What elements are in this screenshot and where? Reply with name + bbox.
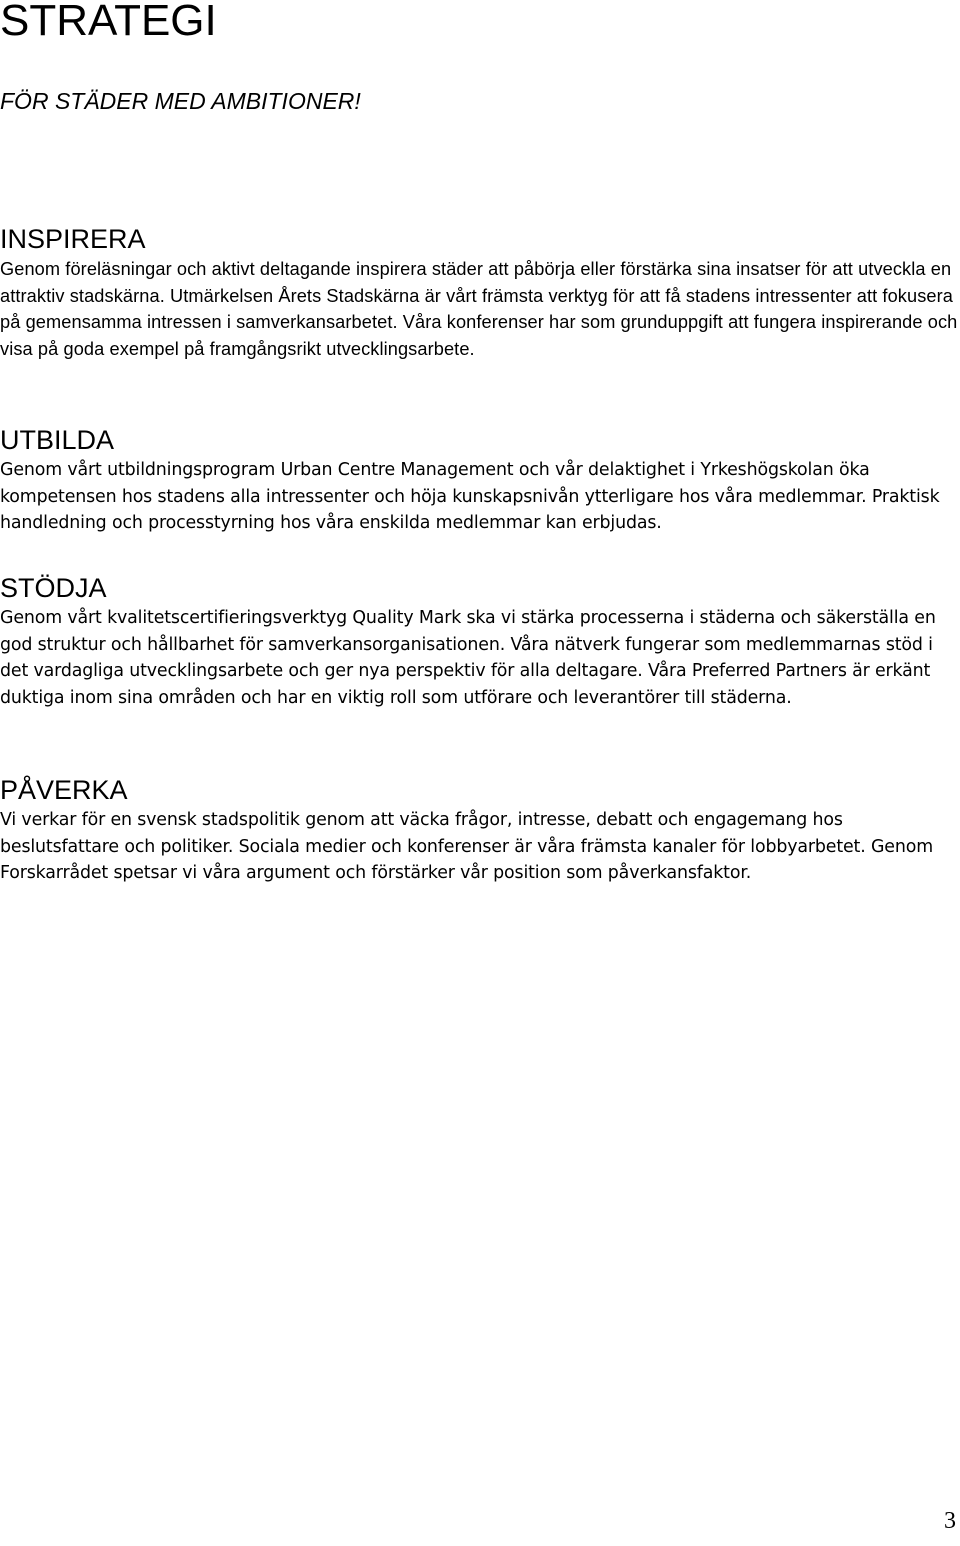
page-subtitle: FÖR STÄDER MED AMBITIONER! [0,88,361,114]
section-paverka [0,773,960,887]
section-body-paverka: Vi verkar för en svensk stadspolitik genom att väcka frågor, intresse, debatt och engagemang hos beslutsfattare och politiker. Sociala medier och konferenser är våra främsta kanaler för lobbyarbetet. Genom Forskarrådet spetsar vi våra argument och förstärker vår position som påverkansfaktor. [0,810,934,883]
section-inspirera [0,222,960,362]
section-body-stodja: Genom vårt kvalitetscertifieringsverktyg Quality Mark ska vi stärka processerna i städerna och säkerställa en god struktur och hållbarhet för samverkansorganisationen. Våra nätverk fungerar som medlemmarnas stöd i det vardagliga utvecklingsarbete och ger nya perspektiv för alla deltagare. Våra Preferred Partners är erkänt duktiga inom sina områden och har en viktig roll som utförare och leverantörer till städerna. [0,608,936,708]
section-heading-paverka: PÅVERKA [0,775,128,805]
page-number: 3 [944,1508,956,1534]
page-title: STRATEGI [0,0,217,45]
section-heading-stodja: STÖDJA [0,573,107,603]
section-body-inspirera: Genom föreläsningar och aktivt deltagande inspirera städer att påbörja eller förstärka sina insatser för att utveckla en attraktiv stadskärna. Utmärkelsen Årets Stadskärna är vårt främsta verktyg för att få stadens intressenter att fokusera på gemensamma intressen i samverkansarbetet. Våra konferenser har som grunduppgift att fungera inspirerande och visa på goda exempel på framgångsrikt utvecklingsarbete. [0,259,958,359]
section-heading-inspirera: INSPIRERA [0,224,146,254]
section-utbilda [0,423,960,537]
section-body-utbilda: Genom vårt utbildningsprogram Urban Centre Management och vår delaktighet i Yrkeshögskolan öka kompetensen hos stadens alla intressenter och höja kunskapsnivån ytterligare hos våra medlemmar. Praktisk handledning och processtyrning hos våra enskilda medlemmar kan erbjudas. [0,460,940,533]
section-stodja [0,571,960,711]
section-heading-utbilda: UTBILDA [0,425,115,455]
